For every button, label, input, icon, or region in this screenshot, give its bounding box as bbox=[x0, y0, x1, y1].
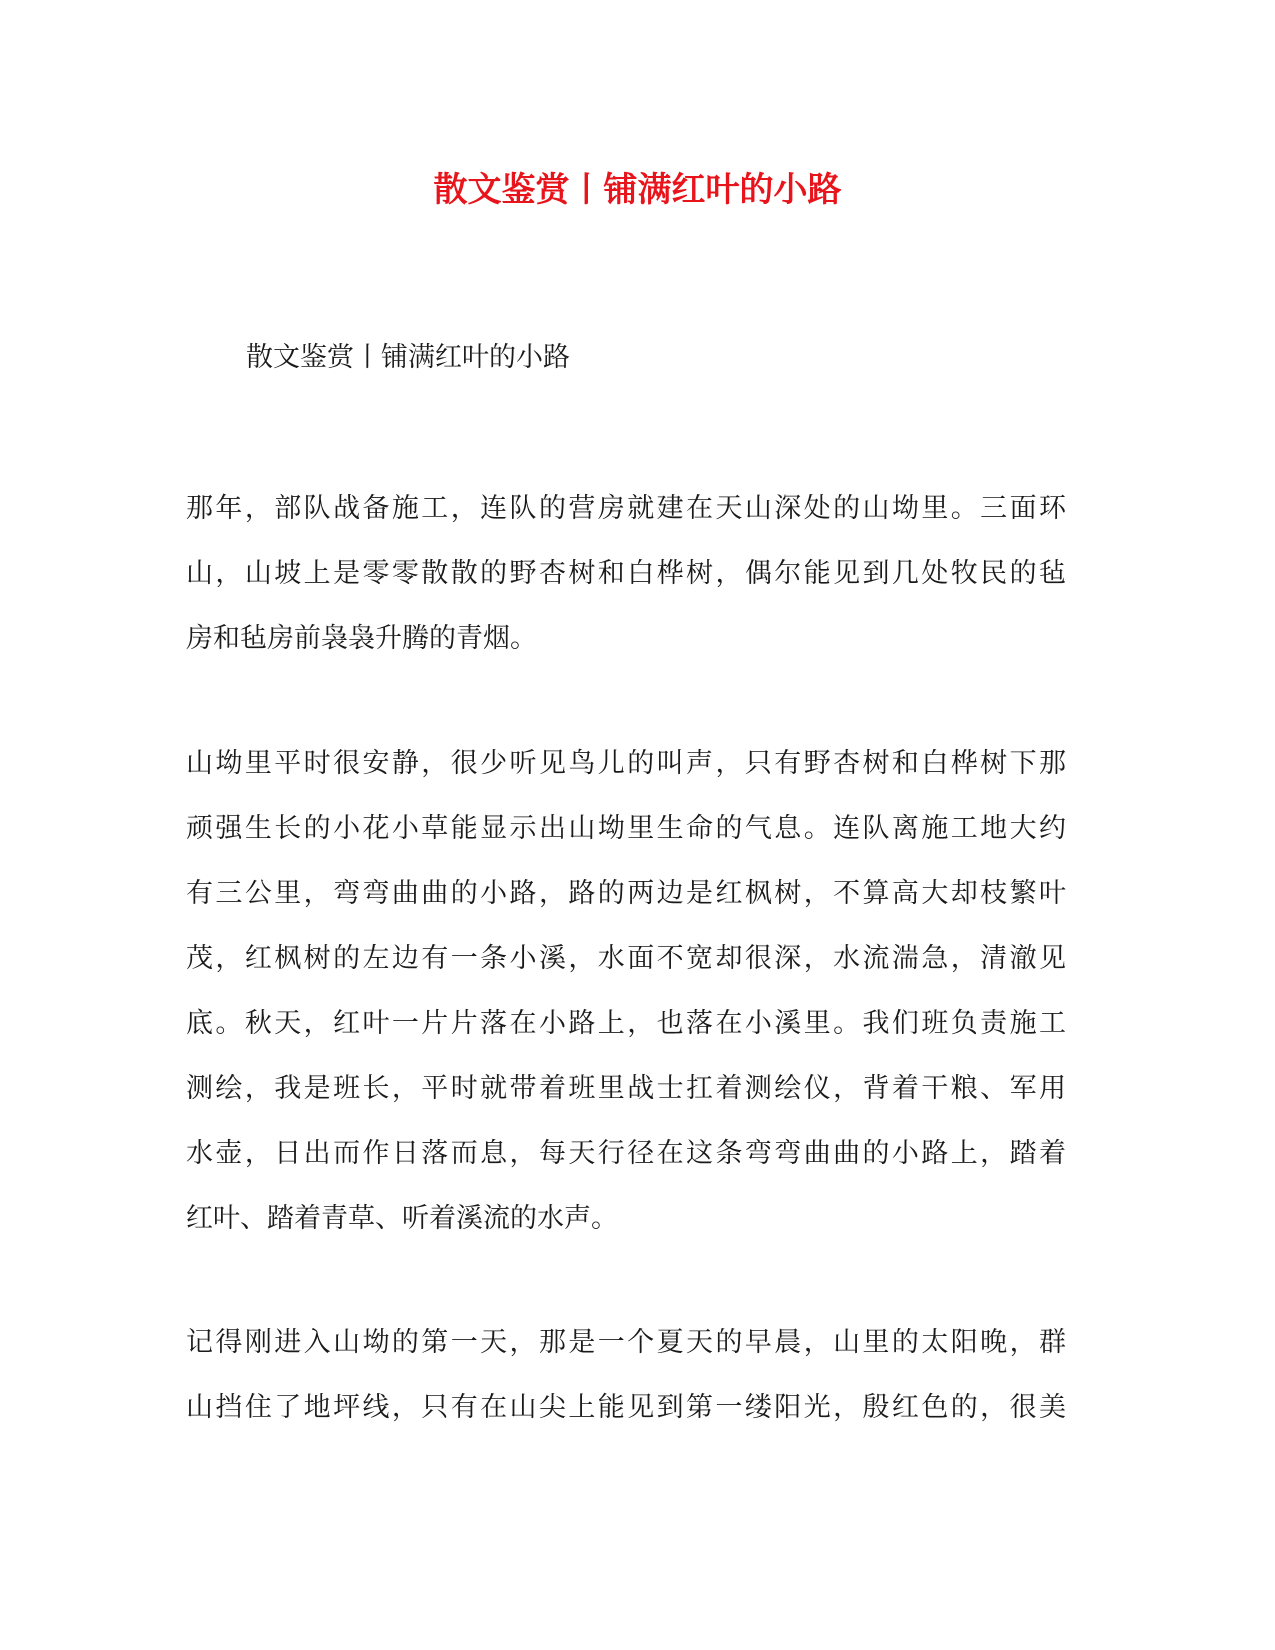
paragraph-line: 有三公里，弯弯曲曲的小路，路的两边是红枫树，不算高大却枝繁叶 bbox=[186, 878, 1066, 909]
paragraph bbox=[186, 476, 1066, 671]
paragraph-line: 房和毡房前袅袅升腾的青烟。 bbox=[186, 623, 537, 654]
paragraph-line: 山坳里平时很安静，很少听见鸟儿的叫声，只有野杏树和白桦树下那 bbox=[186, 748, 1066, 779]
paragraph-line: 水壶，日出而作日落而息，每天行径在这条弯弯曲曲的小路上，踏着 bbox=[186, 1138, 1066, 1169]
paragraph-line: 山挡住了地坪线，只有在山尖上能见到第一缕阳光，殷红色的，很美 bbox=[186, 1392, 1066, 1423]
paragraph-line: 测绘，我是班长，平时就带着班里战士扛着测绘仪，背着干粮、军用 bbox=[186, 1073, 1066, 1104]
document-subtitle: 散文鉴赏丨铺满红叶的小路 bbox=[246, 342, 570, 373]
paragraph-line: 山，山坡上是零零散散的野杏树和白桦树，偶尔能见到几处牧民的毡 bbox=[186, 558, 1066, 589]
paragraph-line: 红叶、踏着青草、听着溪流的水声。 bbox=[186, 1203, 618, 1234]
paragraph-line: 茂，红枫树的左边有一条小溪，水面不宽却很深，水流湍急，清澈见 bbox=[186, 943, 1066, 974]
paragraph-line: 记得刚进入山坳的第一天，那是一个夏天的早晨，山里的太阳晚，群 bbox=[186, 1327, 1066, 1358]
paragraph-line: 顽强生长的小花小草能显示出山坳里生命的气息。连队离施工地大约 bbox=[186, 813, 1066, 844]
paragraph bbox=[186, 731, 1066, 1251]
paragraph bbox=[186, 1310, 1066, 1440]
paragraph-line: 那年，部队战备施工，连队的营房就建在天山深处的山坳里。三面环 bbox=[186, 493, 1066, 524]
paragraph-line: 底。秋天，红叶一片片落在小路上，也落在小溪里。我们班负责施工 bbox=[186, 1008, 1066, 1039]
document-title: 散文鉴赏丨铺满红叶的小路 bbox=[433, 170, 842, 210]
